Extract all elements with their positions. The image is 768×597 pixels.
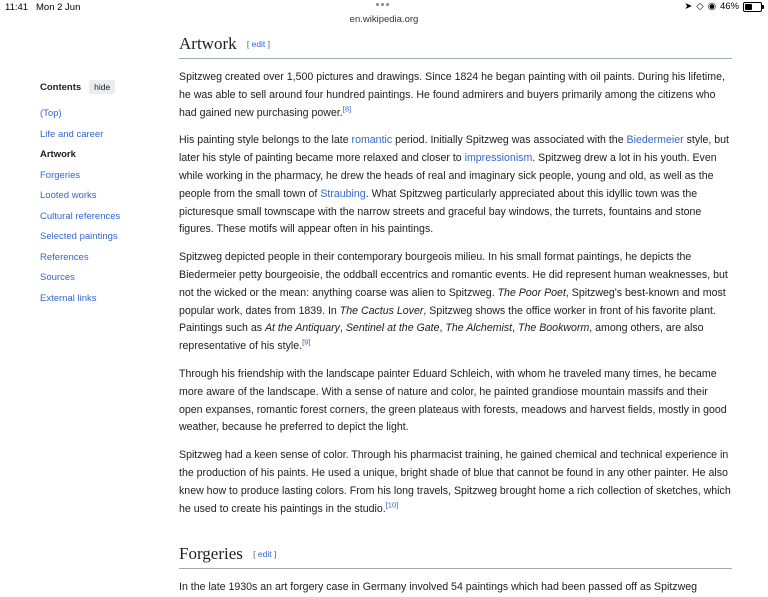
paragraph: In the late 1930s an art forgery case in Germany involved 54 paintings which had been passed off as Spitzweg bbox=[179, 581, 698, 594]
edit-section-link: [ edit ] bbox=[246, 39, 271, 49]
edit-link[interactable]: edit bbox=[257, 549, 272, 560]
toc-item-looted-works[interactable]: Looted works bbox=[40, 190, 97, 201]
edit-link[interactable]: edit bbox=[251, 39, 266, 49]
status-time: 11:41 Mon 2 Jun bbox=[5, 2, 81, 13]
link-straubing[interactable]: Straubing bbox=[320, 187, 366, 200]
toc-hide-button[interactable]: hide bbox=[89, 80, 115, 94]
battery-percent: 46% bbox=[719, 1, 739, 12]
link-biedermeier[interactable]: Biedermeier bbox=[626, 134, 684, 147]
heading-text: Forgeries bbox=[179, 544, 243, 564]
battery-icon bbox=[743, 2, 762, 12]
reference-link[interactable]: [9] bbox=[302, 337, 311, 347]
toc-item-life-and-career[interactable]: Life and career bbox=[40, 128, 104, 140]
tab-dots-icon[interactable] bbox=[376, 3, 389, 6]
paragraph: Through his friendship with the landscape painter Eduard Schleich, with whom he traveled many times, he became more aware of the landscape. With a sense of nature and color, he painted grandiose mountain massifs and their open expanses, romantic forest corners, the green plateaus with forests, meadows and harvest fields, mostly in good weather, because he preferred to depict the light. bbox=[179, 367, 727, 434]
toc-item-top[interactable]: (Top) bbox=[40, 108, 62, 119]
toc-item-artwork[interactable]: Artwork bbox=[40, 149, 76, 160]
paragraph: Spitzweg had a keen sense of color. Through his pharmacist training, he gained chemical and technical experience in the production of his paints. He used a unique, bright shade of blue that cannot be found in any other painter. He also knew how to produce lasting colors. From his long travels, Spitzweg brought home a rich collection of sketches, which he used to create his paintings in the studio.[10] bbox=[179, 449, 731, 515]
reference-link[interactable]: [8] bbox=[342, 104, 352, 114]
link-romantic[interactable]: romantic bbox=[351, 134, 393, 147]
paragraph: Spitzweg created over 1,500 pictures and drawings. Since 1824 he began painting with oil paints. During his lifetime, he was able to sell around four hundred paintings. He found admirers and buyers primarily among the citizens who had gained new purchasing power.[8] bbox=[179, 71, 725, 119]
toc-title: Contents bbox=[40, 81, 82, 93]
heading-text: Artwork bbox=[179, 34, 237, 53]
orientation-lock-icon: ◉ bbox=[707, 1, 716, 12]
paragraph: His painting style belongs to the late romantic period. Initially Spitzweg was associated with the Biedermeier style, but later his style of painting became more relaxed and closer to impressionism. Spitzweg drew a lot in his youth. Even while working in the pharmacy, he drew the heads of real and imaginary sick people, young and old, as well as the people from the small town of Straubing. What Spitzweg particularly appreciated about this idyllic town was the picturesque small townscape with the narrow streets and graceful bay windows, the turrets, fountains and stone figures. These motifs will appear often in his paintings. bbox=[179, 134, 729, 236]
toc-item-sources[interactable]: Sources bbox=[40, 272, 75, 283]
status-indicators bbox=[684, 1, 762, 12]
toc-item-forgeries[interactable]: Forgeries bbox=[40, 169, 81, 181]
battery-fill bbox=[745, 4, 752, 10]
section-heading-forgeries bbox=[179, 540, 732, 569]
section-heading-artwork bbox=[179, 30, 732, 59]
paragraph: Spitzweg depicted people in their contemporary bourgeois milieu. In his small format paintings, he depicts the Biedermeier petty bourgeoisie, the oddball eccentrics and romantic events. He did represent human weaknesses, but not the wicked or the mean: anything coarse was alien to Spitzweg. The Poor Poet, Spitzweg's best-known and most popular work, dates from 1839. In The Cactus Lover, Spitzweg shows the office worker in front of his favorite plant. Paintings such as At the Antiquary, Sentinel at the Gate, The Alchemist, The Bookworm, among others, are also representative of his style.[9] bbox=[179, 251, 728, 353]
address-bar[interactable]: en.wikipedia.org bbox=[349, 14, 419, 25]
edit-section-link: [ edit ] bbox=[253, 549, 277, 560]
status-bar bbox=[0, 0, 768, 14]
article-content bbox=[179, 30, 732, 597]
toc-item-selected-paintings[interactable]: Selected paintings bbox=[40, 231, 118, 242]
toc-item-cultural-references[interactable]: Cultural references bbox=[40, 210, 121, 222]
table-of-contents bbox=[40, 80, 160, 312]
toc-item-external-links[interactable]: External links bbox=[40, 292, 97, 304]
link-impressionism[interactable]: impressionism bbox=[464, 152, 533, 165]
location-icon: ➤ bbox=[684, 1, 693, 12]
toc-item-references[interactable]: References bbox=[40, 251, 89, 263]
wifi-icon: ◇ bbox=[696, 1, 704, 12]
reference-link[interactable]: [10] bbox=[385, 500, 399, 509]
